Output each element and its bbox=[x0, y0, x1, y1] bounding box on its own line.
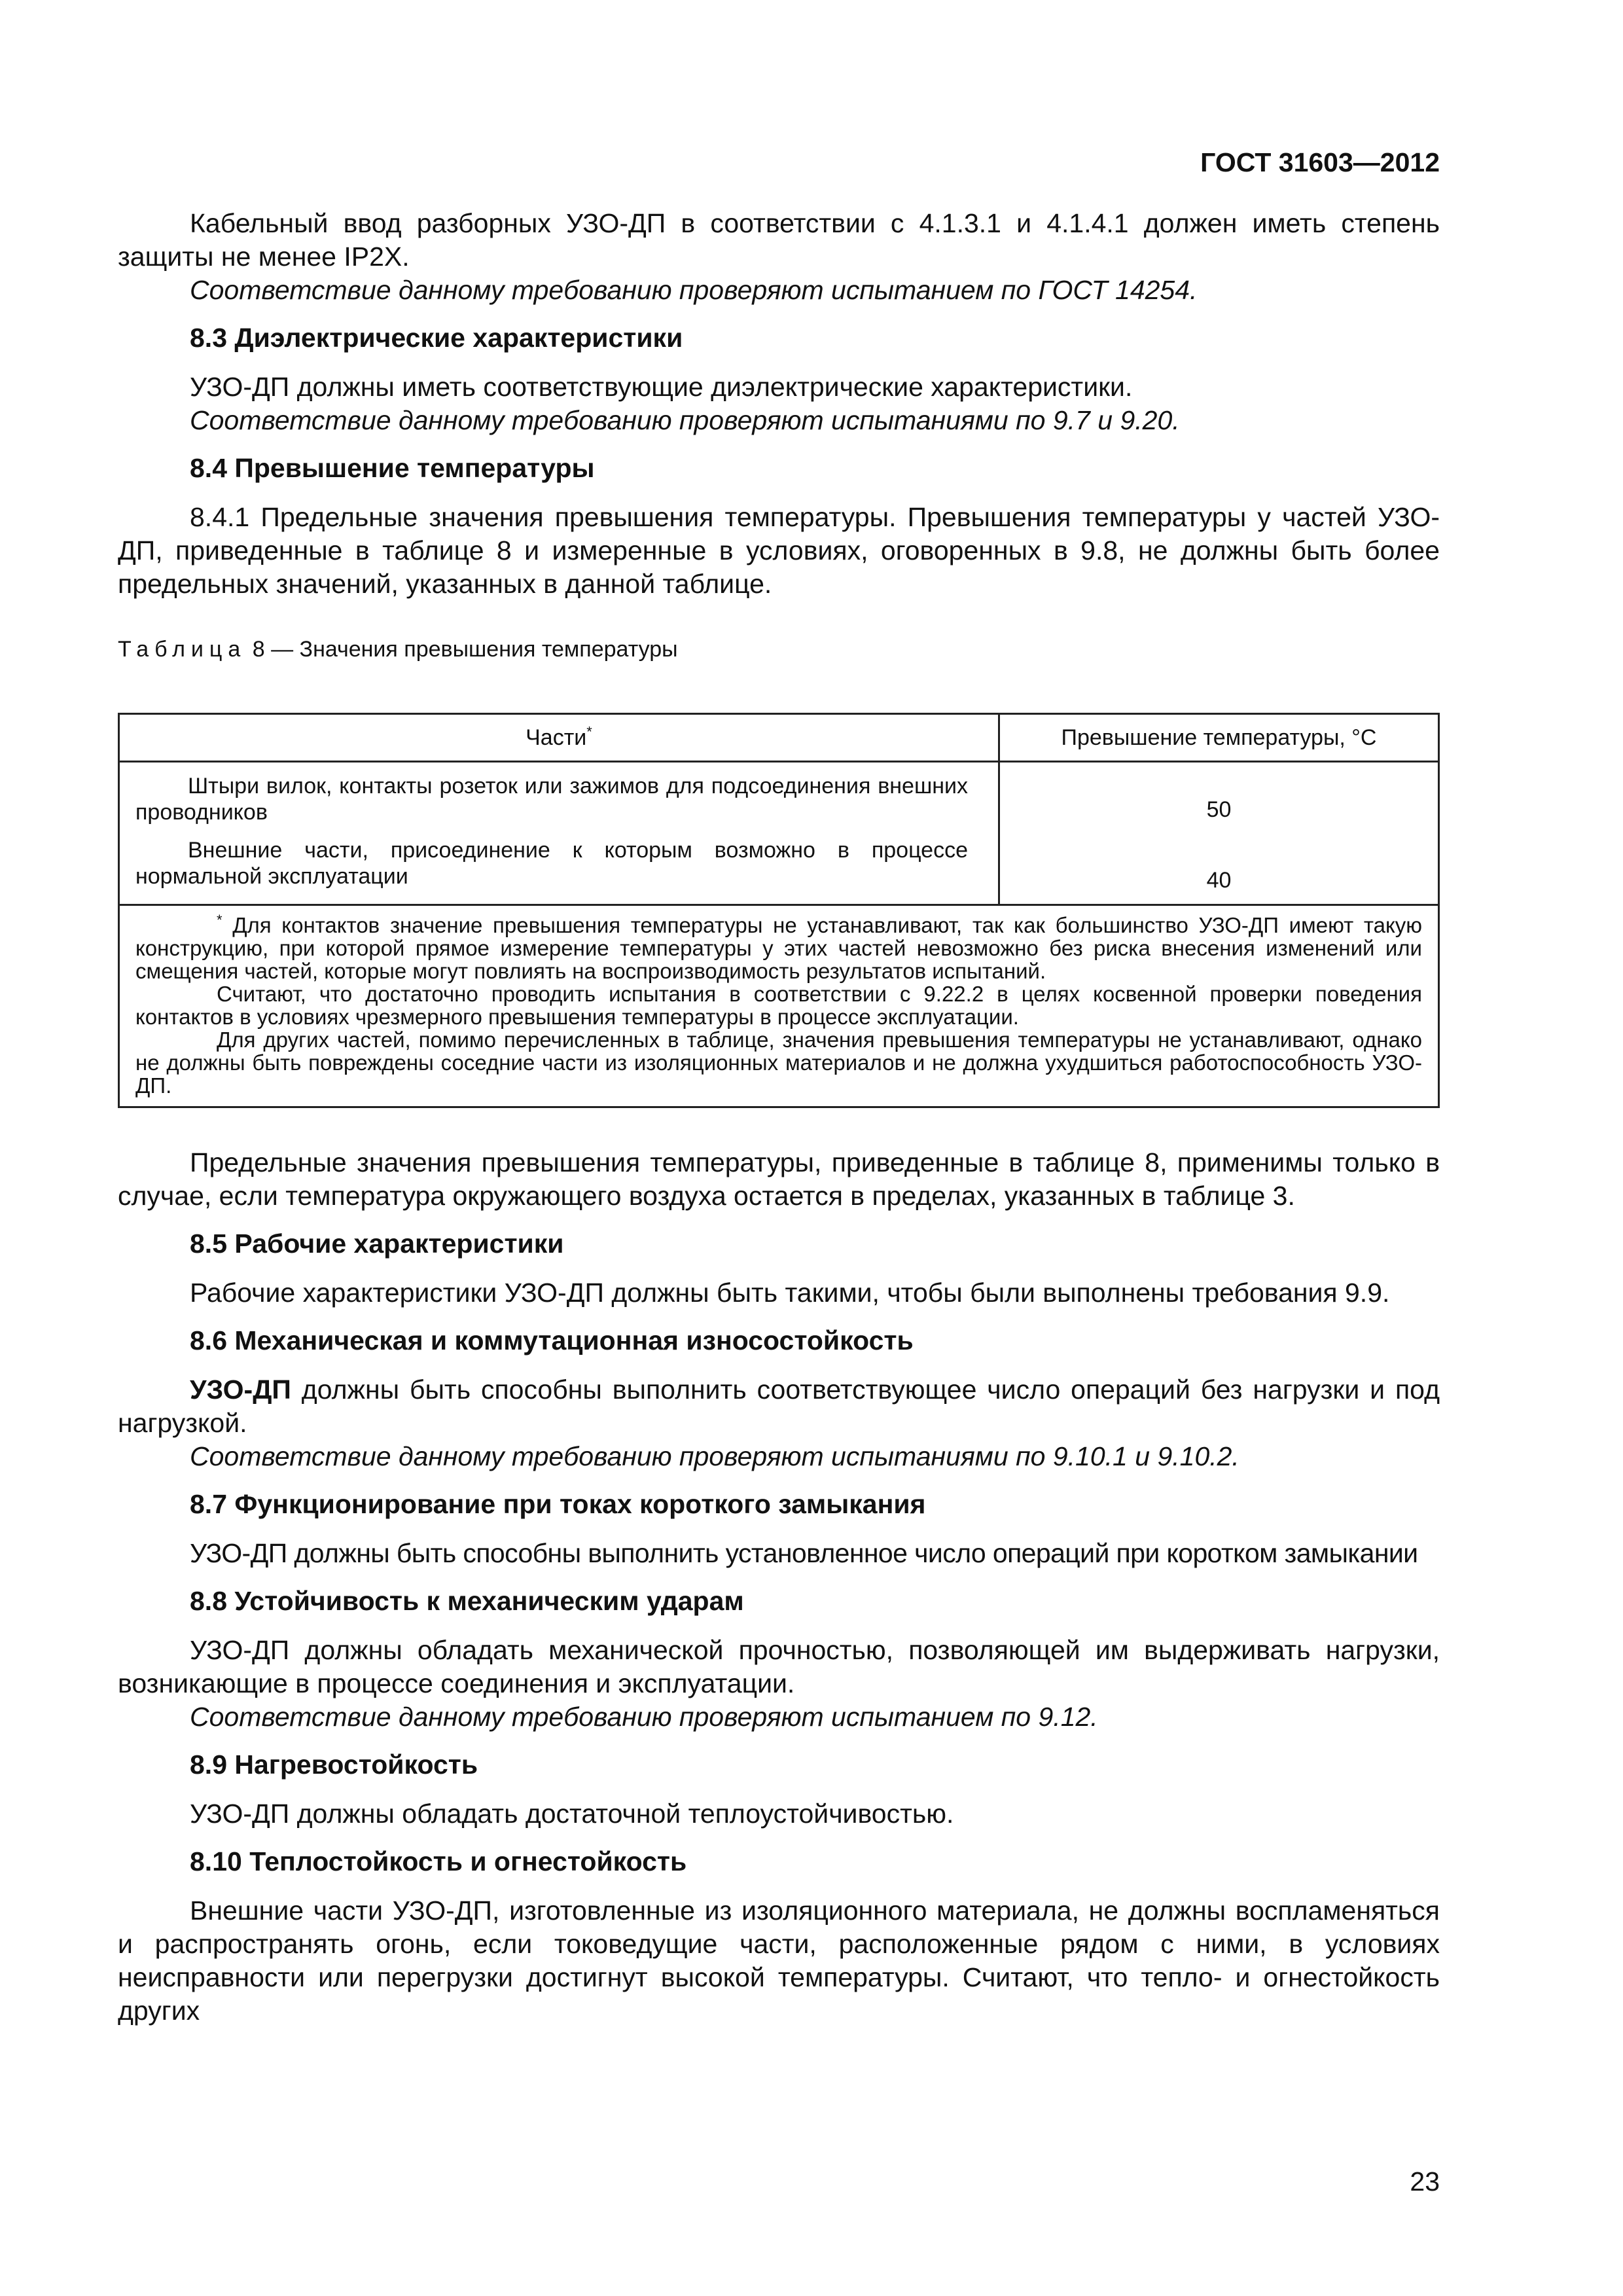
compliance-note: Соответствие данному требованию проверяют испытаниями по 9.10.1 и 9.10.2. bbox=[190, 1441, 1240, 1471]
table-footnote bbox=[119, 905, 1439, 1107]
section-heading-8-6: 8.6 Механическая и коммутационная износостойкость bbox=[190, 1325, 914, 1355]
paragraph: УЗО-ДП должны обладать достаточной теплоустойчивостью. bbox=[190, 1799, 954, 1829]
paragraph: УЗО-ДП должны быть способны выполнить соответствующее число операций без нагрузки и под нагрузкой. bbox=[118, 1374, 1440, 1438]
table-row-value: 40 bbox=[1206, 868, 1232, 893]
paragraph: Внешние части УЗО-ДП, изготовленные из изоляционного материала, не должны воспламеняться и распространять огонь, если токоведущие части, расположенные рядом с ними, в условиях неисправности или перегрузки достигнут высокой температуры. Считают, что тепло- и огнестойкость других bbox=[118, 1895, 1440, 2026]
paragraph: Рабочие характеристики УЗО-ДП должны быть такими, чтобы были выполнены требования 9.9. bbox=[190, 1278, 1390, 1308]
footnote-paragraph: Считают, что достаточно проводить испытания в соответствии с 9.22.2 в целях косвенной проверки поведения контактов в условиях чрезмерного превышения температуры в процессе эксплуатации. bbox=[135, 982, 1422, 1029]
temperature-rise-table bbox=[118, 713, 1440, 1108]
paragraph: УЗО-ДП должны иметь соответствующие диэлектрические характеристики. bbox=[190, 372, 1133, 402]
table-values-cell bbox=[999, 762, 1439, 905]
table-caption bbox=[118, 635, 1440, 664]
section-heading-8-7: 8.7 Функционирование при токах короткого замыкания bbox=[190, 1489, 926, 1519]
table-header-parts: Части* bbox=[119, 714, 999, 762]
document-body bbox=[118, 207, 1440, 2028]
table-parts-cell bbox=[119, 762, 999, 905]
table-caption-title: 8 — Значения превышения температуры bbox=[246, 637, 678, 662]
paragraph: УЗО-ДП должны быть способны выполнить установленное число операций при коротком замыкании bbox=[190, 1538, 1418, 1568]
compliance-note: Соответствие данному требованию проверяют испытанием по 9.12. bbox=[190, 1702, 1098, 1732]
footnote-mark: * bbox=[586, 723, 592, 740]
section-heading-8-10: 8.10 Теплостойкость и огнестойкость bbox=[190, 1846, 687, 1876]
compliance-note: Соответствие данному требованию проверяют испытаниями по 9.7 и 9.20. bbox=[190, 405, 1180, 435]
page-number: 23 bbox=[1410, 2166, 1440, 2197]
footnote-paragraph: Для других частей, помимо перечисленных в таблице, значения превышения температуры не устанавливают, однако не должны быть повреждены соседние части из изоляционных материалов и не должна ухудшиться работоспособность УЗО-ДП. bbox=[135, 1028, 1422, 1098]
footnote-paragraph: * Для контактов значение превышения температуры не устанавливают, так как большинство УЗО-ДП имеют такую конструкцию, при которой прямое измерение температуры у этих частей невозможно без риска внесения изменений или смещения частей, которые могут повлиять на воспроизводимость результатов испытаний. bbox=[135, 912, 1422, 983]
section-heading-8-4: 8.4 Превышение температуры bbox=[190, 453, 595, 483]
table-row-value: 50 bbox=[1206, 797, 1232, 822]
standard-header: ГОСТ 31603—2012 bbox=[1200, 147, 1440, 177]
section-heading-8-9: 8.9 Нагревостойкость bbox=[190, 1749, 478, 1780]
table-row-part: Внешние части, присоединение к которым возможно в процессе нормальной эксплуатации bbox=[135, 838, 968, 889]
section-heading-8-8: 8.8 Устойчивость к механическим ударам bbox=[190, 1586, 744, 1616]
paragraph: 8.4.1 Предельные значения превышения температуры. Превышения температуры у частей УЗО- ДП, приведенные в таблице 8 и измеренные в условиях, оговоренных в 9.8, не должны быть более предельных значений, указанных в данной таблице. bbox=[118, 502, 1440, 599]
table-caption-prefix: Таблица bbox=[118, 637, 247, 662]
table-row-part: Штыри вилок, контакты розеток или зажимов для подсоединения внешних проводников bbox=[135, 774, 968, 825]
paragraph: Предельные значения превышения температуры, приведенные в таблице 8, применимы только в случае, если температура окружающего воздуха остается в пределах, указанных в таблице 3. bbox=[118, 1147, 1440, 1211]
section-heading-8-5: 8.5 Рабочие характеристики bbox=[190, 1229, 564, 1259]
table-header-temperature-rise: Превышение температуры, °С bbox=[999, 714, 1439, 762]
paragraph: УЗО-ДП должны обладать механической прочностью, позволяющей им выдерживать нагрузки, возникающие в процессе соединения и эксплуатации. bbox=[118, 1635, 1440, 1698]
document-page bbox=[118, 0, 1440, 2296]
section-heading-8-3: 8.3 Диэлектрические характеристики bbox=[190, 323, 683, 353]
paragraph: Кабельный ввод разборных УЗО-ДП в соответствии с 4.1.3.1 и 4.1.4.1 должен иметь степень защиты не менее IP2X. bbox=[118, 208, 1440, 272]
compliance-note: Соответствие данному требованию проверяют испытанием по ГОСТ 14254. bbox=[190, 275, 1198, 305]
